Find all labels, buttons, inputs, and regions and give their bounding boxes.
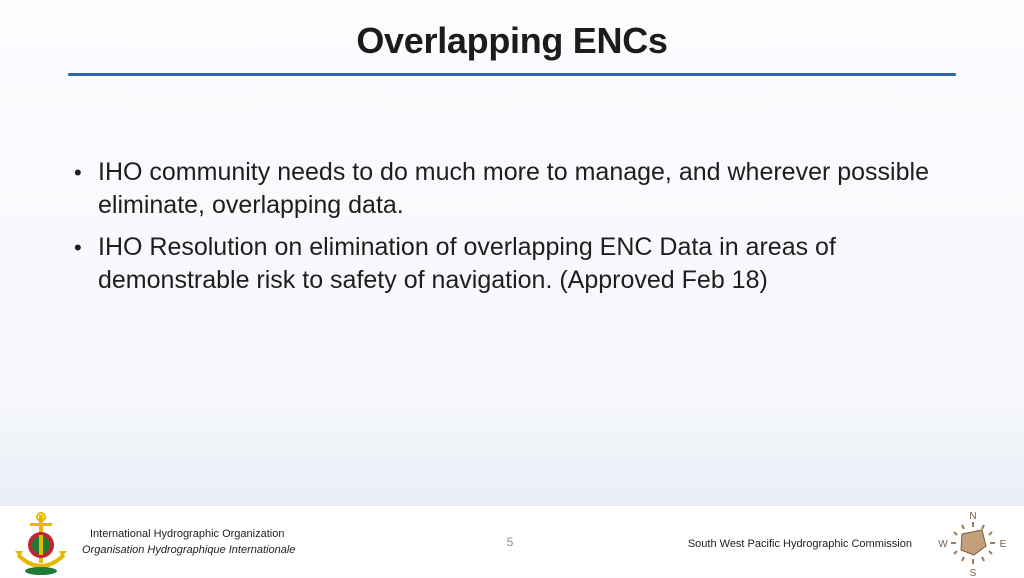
org-name-en: International Hydrographic Organization xyxy=(90,528,285,540)
slide-title: Overlapping ENCs xyxy=(356,20,668,61)
bullet-list xyxy=(72,156,932,306)
compass-w: W xyxy=(938,539,948,550)
compass-n: N xyxy=(969,511,977,522)
bullet-dot: • xyxy=(74,160,82,185)
org-name-fr: Organisation Hydrographique Internationale xyxy=(82,544,296,556)
page-number: 5 xyxy=(506,535,514,549)
bullet-text: IHO community needs to do much more to manage, and wherever possible eliminate, overlapping data. xyxy=(98,158,929,219)
compass-e: E xyxy=(999,539,1007,550)
title-underline xyxy=(68,73,956,76)
slide-footer xyxy=(0,505,1024,577)
bullet-dot: • xyxy=(74,235,82,260)
bullet-text: IHO Resolution on elimination of overlapping ENC Data in areas of demonstrable risk to safety of navigation. (Approved Feb 18) xyxy=(98,233,836,294)
compass-s: S xyxy=(969,568,977,578)
bullet-item xyxy=(72,231,932,297)
swphc-compass-logo-icon xyxy=(934,508,1012,578)
commission-name: South West Pacific Hydrographic Commission xyxy=(687,538,912,550)
iho-logo-icon xyxy=(12,511,70,577)
org-names xyxy=(82,528,295,556)
bullet-item xyxy=(72,156,932,222)
